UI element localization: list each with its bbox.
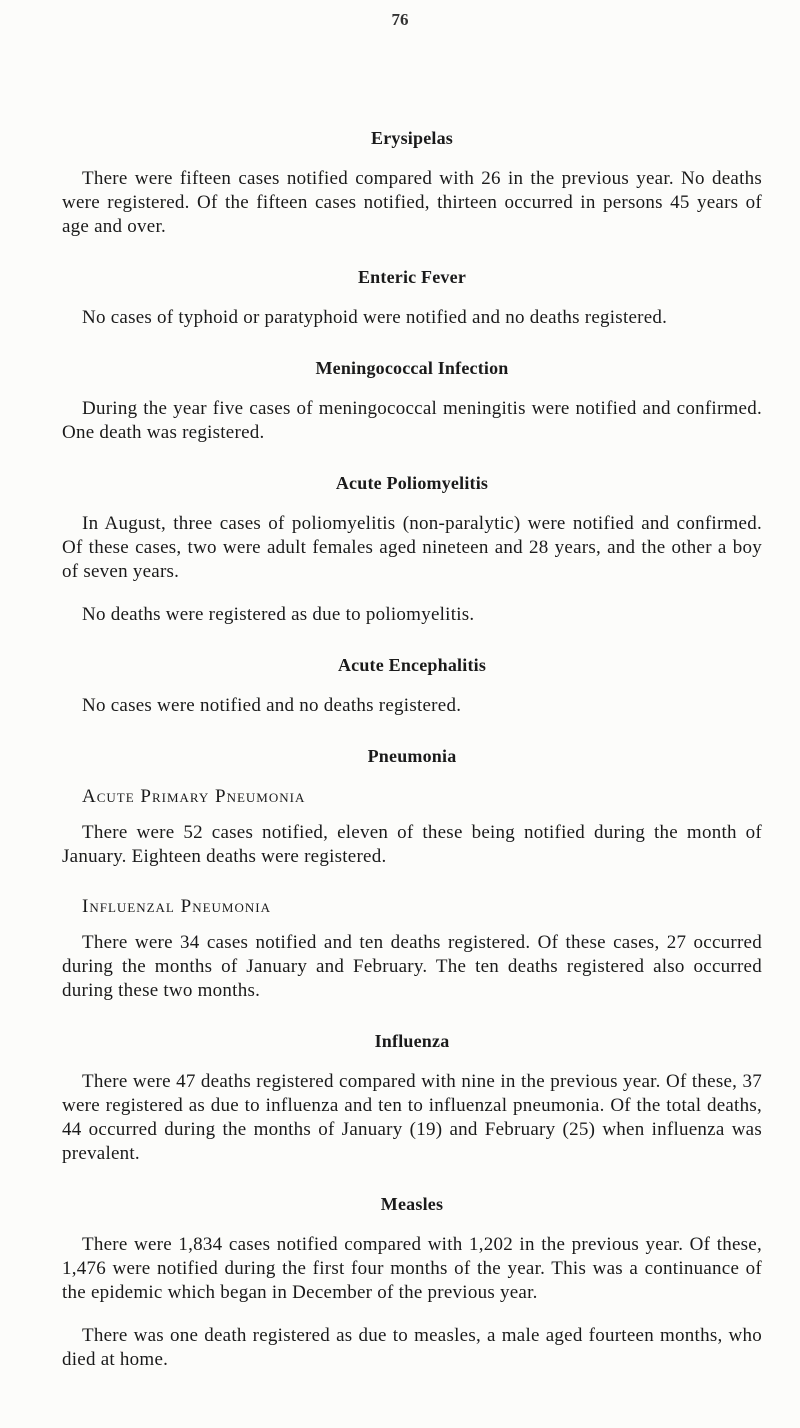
para-erysipelas: There were fifteen cases notified compared with 26 in the previous year. No deaths were registered. Of the fifteen cases notified, thirteen occurred in persons 45 years of age and over.: [62, 168, 762, 237]
heading-influenza: Influenza: [374, 1031, 450, 1051]
document-body: [62, 126, 762, 1372]
heading-erysipelas: Erysipelas: [370, 128, 453, 148]
para-influenzal-pneumonia: There were 34 cases notified and ten deaths registered. Of these cases, 27 occurred during the months of January and February. The ten deaths registered also occurred during these two months.: [62, 932, 762, 1001]
section-meningococcal: [62, 356, 762, 445]
heading-measles: Measles: [380, 1194, 444, 1214]
subheading-acute-primary-pneumonia: Acute Primary Pneumonia: [82, 786, 306, 807]
para-measles-1: There were 1,834 cases notified compared with 1,202 in the previous year. Of these, 1,476 were notified during the first four months of the year. This was a continuance of the epidemic which began in December of the previous year.: [62, 1234, 762, 1303]
section-encephalitis: [62, 653, 762, 718]
heading-poliomyelitis: Acute Poliomyelitis: [335, 473, 489, 493]
subheading-influenzal-pneumonia: Influenzal Pneumonia: [82, 896, 271, 917]
section-erysipelas: [62, 126, 762, 239]
heading-enteric-fever: Enteric Fever: [357, 267, 467, 287]
section-pneumonia: [62, 744, 762, 1003]
para-influenza: There were 47 deaths registered compared with nine in the previous year. Of these, 37 were registered as due to influenza and ten to influenzal pneumonia. Of the total deaths, 44 occurred during the months of January (19) and February (25) when influenza was prevalent.: [62, 1071, 762, 1164]
section-poliomyelitis: [62, 471, 762, 627]
para-measles-2: There was one death registered as due to measles, a male aged fourteen months, who died at home.: [62, 1325, 762, 1370]
para-encephalitis: No cases were notified and no deaths registered.: [82, 695, 462, 716]
section-influenza: [62, 1029, 762, 1166]
heading-encephalitis: Acute Encephalitis: [337, 655, 487, 675]
heading-meningococcal: Meningococcal Infection: [315, 358, 509, 378]
para-enteric-fever: No cases of typhoid or paratyphoid were notified and no deaths registered.: [82, 307, 668, 328]
page-number: 76: [391, 10, 409, 29]
section-enteric-fever: [62, 265, 762, 330]
para-acute-primary-pneumonia: There were 52 cases notified, eleven of these being notified during the month of January. Eighteen deaths were registered.: [62, 822, 762, 867]
para-poliomyelitis-1: In August, three cases of poliomyelitis (non-paralytic) were notified and confirmed. Of these cases, two were adult females aged nineteen and 28 years, and the other a boy of seven years.: [62, 513, 762, 582]
para-poliomyelitis-2: No deaths were registered as due to poliomyelitis.: [82, 604, 475, 625]
para-meningococcal: During the year five cases of meningococcal meningitis were notified and confirmed. One death was registered.: [62, 398, 762, 443]
section-measles: [62, 1192, 762, 1372]
heading-pneumonia: Pneumonia: [367, 746, 457, 766]
